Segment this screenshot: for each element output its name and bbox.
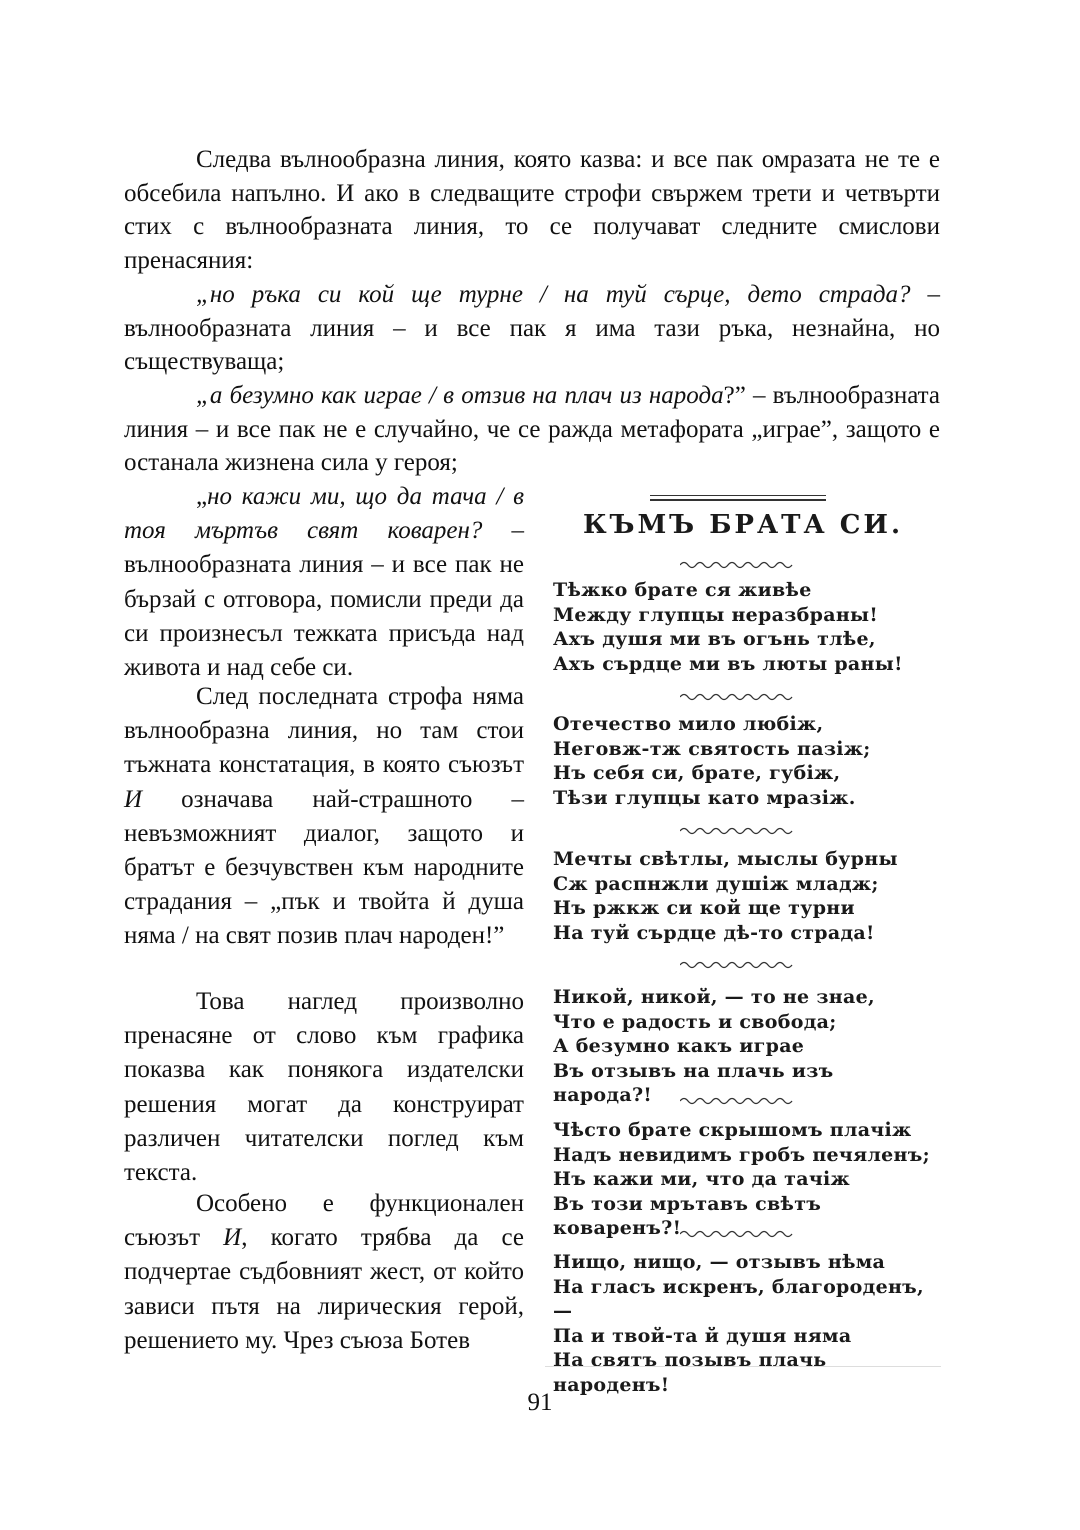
paragraph-quote-3: „но кажи ми, що да тача / в тоя мъртъв свят коварен? – вълнообразната линия – и все пак не бързай с отговора, помисли преди да си произнесъл тежката присъда над живота и над себе си.: [124, 483, 525, 682]
paragraph-last-stanza: След последната строфа няма вълнообразна линия, но там стои тъжната констатация, в която съюзът И означава най-страшното – невъзможният диалог, защото и братът е безчувствен към народните страдания – „пък и твойта й душа няма / на свят позив плач народен!”: [124, 683, 524, 950]
title-rule: [650, 495, 826, 496]
poem-title: КЪМЪ БРАТА СИ.: [582, 510, 904, 540]
paragraph-quote-2: „а безумно как играе / в отзив на плач из народа?” – вълнообразната линия – и все пак не е случайно, че се ражда метафората „играе”, защото е останала жизнена сила у героя;: [124, 382, 940, 477]
wavy-line-divider: [680, 825, 795, 837]
poem-stanza: Никой, никой, — то не знае, Что е радость и свобода; А безумно какъ играе Въ отзывъ на плачь изъ народа?!: [553, 986, 875, 1106]
quote-2: „а безумно как играе / в отзив на плач из народа: [196, 382, 724, 409]
poem-stanza: Нищо, нищо, — отзывъ нѣма На гласъ искренъ, благороденъ,— Па и твой-та й душя няма На святъ позывъ плачь народенъ!: [553, 1251, 924, 1396]
wavy-line-divider: [680, 691, 795, 703]
paragraph-intro: Следва вълнообразна линия, която казва: и все пак омразата не те е обсебила напълно. И ако в следващите строфи свържем трети и четвърти стих с вълнообразната линия, то се получават следните смислови пренасяния:: [124, 146, 940, 274]
title-rule: [650, 499, 826, 501]
paragraph-quote-1: „но ръка си кой ще турне / на туй сърце, дето страда? – вълнообразната линия – и все пак я има тази ръка, незнайна, но съществуваща;: [124, 281, 941, 376]
paragraph-publishing: Това наглед произволно пренасяне от слово към графика показва как понякога издателски решения могат да конструират различен читателски поглед към текста.: [124, 988, 524, 1187]
poem-stanza: Отечество мило любіж, Неговж-тж святость пазіж; Нъ себя си, брате, губіж, Тѣзи глупцы като мразіж.: [553, 713, 871, 809]
poem-stanza: Мечты свѣтлы, мыслы бурны Сж распнжли душіж младж; Нъ ржкж си кой ще турни На туй сърдце дѣ-то страда!: [553, 848, 898, 944]
poem-facsimile: [545, 490, 941, 1396]
quote-3: но кажи ми, що да тача / в тоя мъртъв свят коварен?: [124, 483, 524, 545]
poem-stanza: Чѣсто брате скрышомъ плачіж Надъ невидимъ гробъ печяленъ; Нъ кажи ми, что да тачіж Въ този мрътавъ свѣтъ коваренъ?!: [553, 1119, 930, 1239]
quote-1: „но ръка си кой ще турне / на туй сърце, дето страда?: [196, 281, 911, 308]
wavy-line-divider: [680, 959, 795, 971]
paragraph-conjunction: Особено е функционален съюзът И, когато трябва да се подчертае съдбовният жест, от който зависи пътя на лирическия герой, решението му. Чрез съюза Ботев: [124, 1190, 524, 1354]
wavy-line-divider: [680, 1228, 795, 1240]
facsimile-bottom-edge: [545, 1366, 941, 1367]
page-number: 91: [527, 1389, 553, 1416]
poem-stanza: Тѣжко брате ся живѣе Между глупцы неразбраны! Ахъ душя ми въ огънь тлѣе, Ахъ сърдце ми въ люты раны!: [553, 579, 903, 675]
wavy-line-divider: [680, 1095, 795, 1107]
wavy-line-divider: [680, 559, 795, 571]
